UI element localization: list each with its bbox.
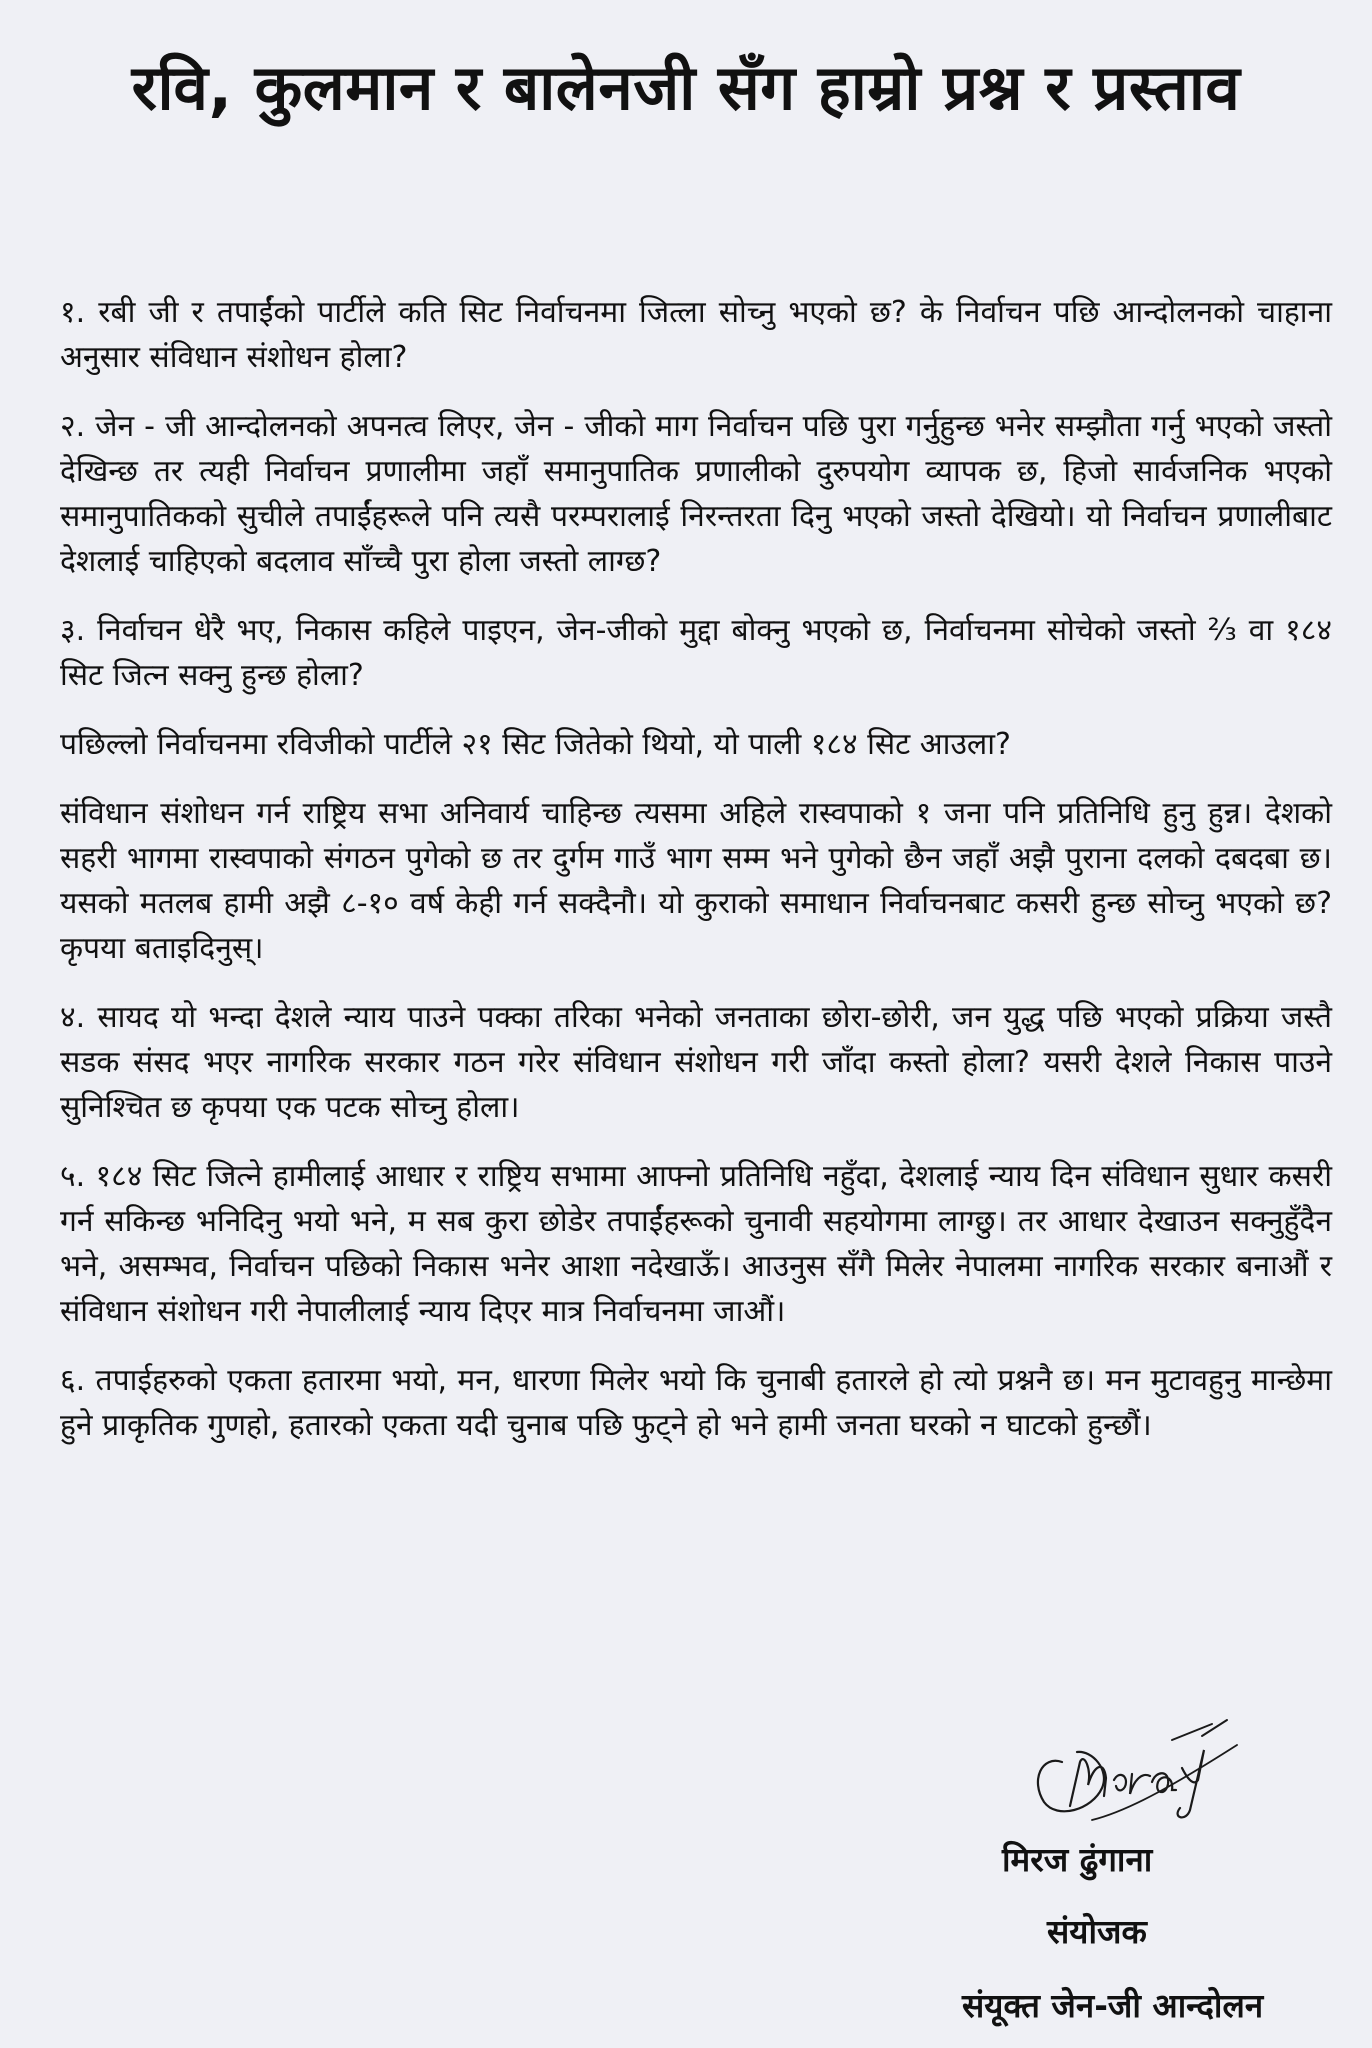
document-body (60, 290, 1332, 1472)
paragraph-question-4: ४. सायद यो भन्दा देशले न्याय पाउने पक्का तरिका भनेको जनताका छोरा-छोरी, जन युद्ध पछि भएको प्रक्रिया जस्तै सडक संसद भएर नागरिक सरकार गठन गरेर संविधान संशोधन गरी जाँदा कस्तो होला? यसरी देशले निकास पाउने सुनिश्चित छ कृपया एक पटक सोच्नु होला। (60, 1000, 1332, 1125)
signatory-organization: संयूक्त जेन-जी आन्दोलन (962, 1986, 1264, 2025)
paragraph-question-6: ६. तपाईहरुको एकता हतारमा भयो, मन, धारणा मिलेर भयो कि चुनाबी हतारले हो त्यो प्रश्ननै छ। मन मुटावहुनु मान्छेमा हुने प्राकृतिक गुणहो, हतारको एकता यदी चुनाब पछि फुट्ने हो भने हामी जनता घरको न घाटको हुन्छौं। (60, 1363, 1332, 1443)
signatory-name: मिरज ढुंगाना (1002, 1840, 1153, 1879)
signatory-role: संयोजक (1047, 1912, 1147, 1951)
paragraph-question-2: २. जेन - जी आन्दोलनको अपनत्व लिएर, जेन - जीको माग निर्वाचन पछि पुरा गर्नुहुन्छ भनेर सम्झौता गर्नु भएको जस्तो देखिन्छ तर त्यही निर्वाचन प्रणालीमा जहाँ समानुपातिक प्रणालीको दुरुपयोग व्यापक छ, हिजो सार्वजनिक भएको समानुपातिकको सुचीले तपाईंहरूले पनि त्यसै परम्परालाई निरन्तरता दिनु भएको जस्तो देखियो। यो निर्वाचन प्रणालीबाट देशलाई चाहिएको बदलाव साँच्चै पुरा होला जस्तो लाग्छ? (60, 409, 1332, 579)
paragraph-question-1: १. रबी जी र तपाईंको पार्टीले कति सिट निर्वाचनमा जित्ला सोच्नु भएको छ? के निर्वाचन पछि आन्दोलनको चाहाना अनुसार संविधान संशोधन होला? (60, 295, 1332, 375)
signature-block (852, 1710, 1372, 2048)
page-title: रवि, कुलमान र बालेनजी सँग हाम्रो प्रश्न र प्रस्ताव (131, 51, 1241, 124)
paragraph-previous-election: पछिल्लो निर्वाचनमा रविजीको पार्टीले २१ सिट जितेको थियो, यो पाली १८४ सिट आउला? (60, 727, 1011, 762)
paragraph-question-5: ५. १८४ सिट जित्ने हामीलाई आधार र राष्ट्रिय सभामा आफ्नो प्रतिनिधि नहुँदा, देशलाई न्याय दिन संविधान सुधार कसरी गर्न सकिन्छ भनिदिनु भयो भने, म सब कुरा छोडेर तपाईंहरूको चुनावी सहयोगमा लाग्छु। तर आधार देखाउन सक्नुहुँदैन भने, असम्भव, निर्वाचन पछिको निकास भनेर आशा नदेखाऊँ। आउनुस सँगै मिलेर नेपालमा नागरिक सरकार बनाऔं र संविधान संशोधन गरी नेपालीलाई न्याय दिएर मात्र निर्वाचनमा जाऔं। (60, 1159, 1332, 1329)
paragraph-question-3: ३. निर्वाचन धेरै भए, निकास कहिले पाइएन, जेन-जीको मुद्दा बोक्नु भएको छ, निर्वाचनमा सोचेको जस्तो ⅔ वा १८४ सिट जित्न सक्नु हुन्छ होला? (60, 613, 1332, 693)
handwritten-signature (1022, 1710, 1252, 1830)
paragraph-national-assembly: संविधान संशोधन गर्न राष्ट्रिय सभा अनिवार्य चाहिन्छ त्यसमा अहिले रास्वपाको १ जना पनि प्रतिनिधि हुनु हुन्न। देशको सहरी भागमा रास्वपाको संगठन पुगेको छ तर दुर्गम गाउँ भाग सम्म भने पुगेको छैन जहाँ अझै पुराना दलको दबदबा छ। यसको मतलब हामी अझै ८-१० वर्ष केही गर्न सक्दैनौ। यो कुराको समाधान निर्वाचनबाट कसरी हुन्छ सोच्नु भएको छ? कृपया बताइदिनुस्। (60, 796, 1332, 966)
